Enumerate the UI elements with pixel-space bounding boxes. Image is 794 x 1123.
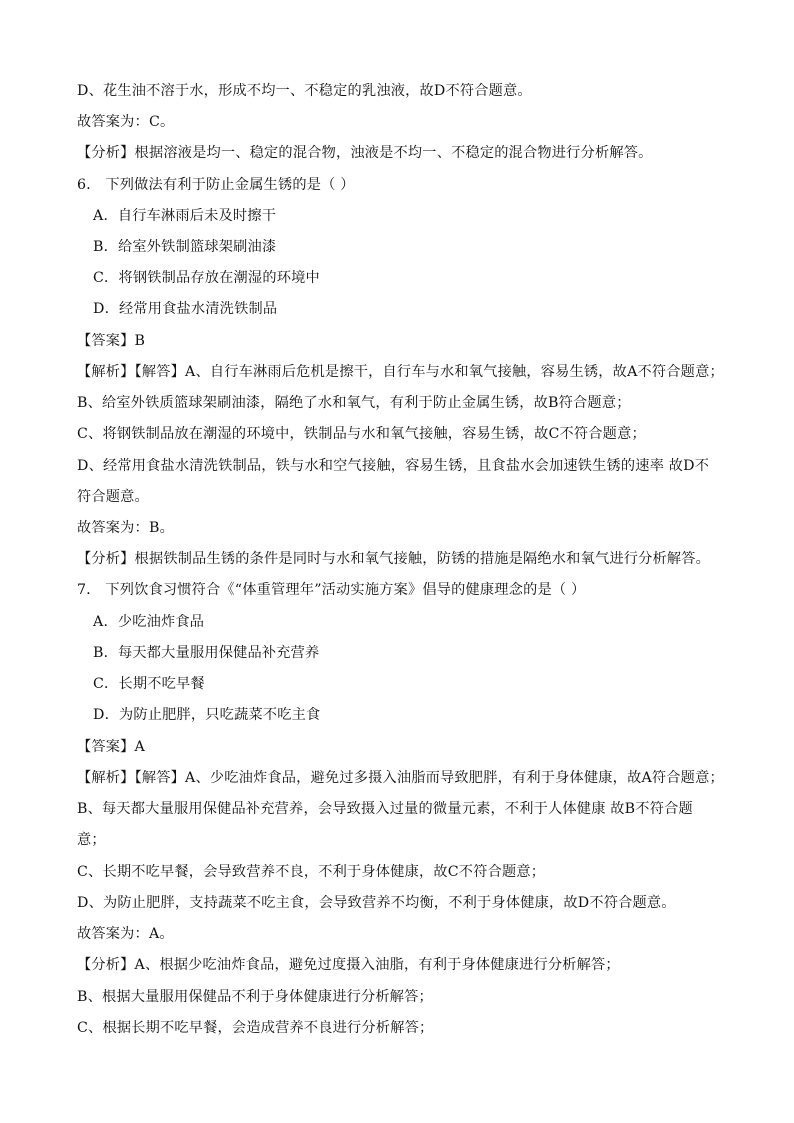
question-7-explanation-line: B、每天都大量服用保健品补充营养，会导致摄入过量的微量元素，不利于人体健康 故B不符合题 (77, 801, 693, 817)
question-6-option-d: D．经常用食盐水清洗铁制品 (93, 301, 278, 317)
question-6-explanation-line: D、经常用食盐水清洗铁制品，铁与水和空气接触，容易生锈，且食盐水会加速铁生锈的速率 故D不 (77, 458, 710, 474)
answer-summary: 故答案为：C。 (77, 114, 175, 130)
question-7-analysis-line: C、根据长期不吃早餐，会造成营养不良进行分析解答； (77, 1020, 434, 1036)
question-7-option-d: D．为防止肥胖，只吃蔬菜不吃主食 (93, 707, 321, 723)
question-6-option-b: B．给室外铁制篮球架刷油漆 (93, 239, 277, 255)
analysis-text: 【分析】根据溶液是均一、稳定的混合物，浊液是不均一、不稳定的混合物进行分析解答。 (77, 145, 653, 161)
question-6-answer-summary: 故答案为：B。 (77, 520, 174, 536)
question-7-explanation-line: 【解析】【解答】A、少吃油炸食品，避免过多摄入油脂而导致肥胖，有利于身体健康，故A符合题意； (77, 770, 724, 786)
question-7-explanation-line: D、为防止肥胖，支持蔬菜不吃主食，会导致营养不均衡，不利于身体健康，故D不符合题意。 (77, 895, 676, 911)
question-6-option-a: A．自行车淋雨后未及时擦干 (93, 208, 277, 224)
question-7-stem: 7． 下列饮食习惯符合《“体重管理年”活动实施方案》倡导的健康理念的是（ ） (77, 582, 586, 598)
question-7-analysis-line: B、根据大量服用保健品不利于身体健康进行分析解答； (77, 989, 433, 1005)
question-6-explanation-line: B、给室外铁质篮球架刷油漆，隔绝了水和氧气，有利于防止金属生锈，故B符合题意； (77, 395, 631, 411)
question-7-explanation-line: 意； (77, 832, 106, 848)
question-7-answer: 【答案】A (77, 739, 145, 755)
question-7-option-a: A．少吃油炸食品 (93, 614, 205, 630)
question-6-analysis: 【分析】根据铁制品生锈的条件是同时与水和氧气接触，防锈的措施是隔绝水和氧气进行分析解答。 (77, 551, 711, 567)
question-7-analysis-line: 【分析】A、根据少吃油炸食品，避免过度摄入油脂，有利于身体健康进行分析解答； (77, 957, 620, 973)
question-7-answer-summary: 故答案为：A。 (77, 926, 174, 942)
question-6-explanation-line: C、将钢铁制品放在潮湿的环境中，铁制品与水和氧气接触，容易生锈，故C不符合题意； (77, 426, 646, 442)
question-7-option-c: C．长期不吃早餐 (93, 676, 205, 692)
question-6-explanation-line: 符合题意。 (77, 489, 149, 505)
question-6-explanation-line: 【解析】【解答】A、自行车淋雨后危机是擦干，自行车与水和氧气接触，容易生锈，故A不符合题意； (77, 364, 724, 380)
question-6-option-c: C．将钢铁制品存放在潮湿的环境中 (93, 270, 320, 286)
question-6-stem: 6． 下列做法有利于防止金属生锈的是（ ） (77, 177, 355, 193)
option-d-explanation: D、花生油不溶于水，形成不均一、不稳定的乳浊液，故D不符合题意。 (77, 83, 532, 99)
question-7-explanation-line: C、长期不吃早餐，会导致营养不良，不利于身体健康，故C不符合题意； (77, 864, 546, 880)
question-7-option-b: B．每天都大量服用保健品补充营养 (93, 645, 320, 661)
question-6-answer: 【答案】B (77, 333, 146, 349)
